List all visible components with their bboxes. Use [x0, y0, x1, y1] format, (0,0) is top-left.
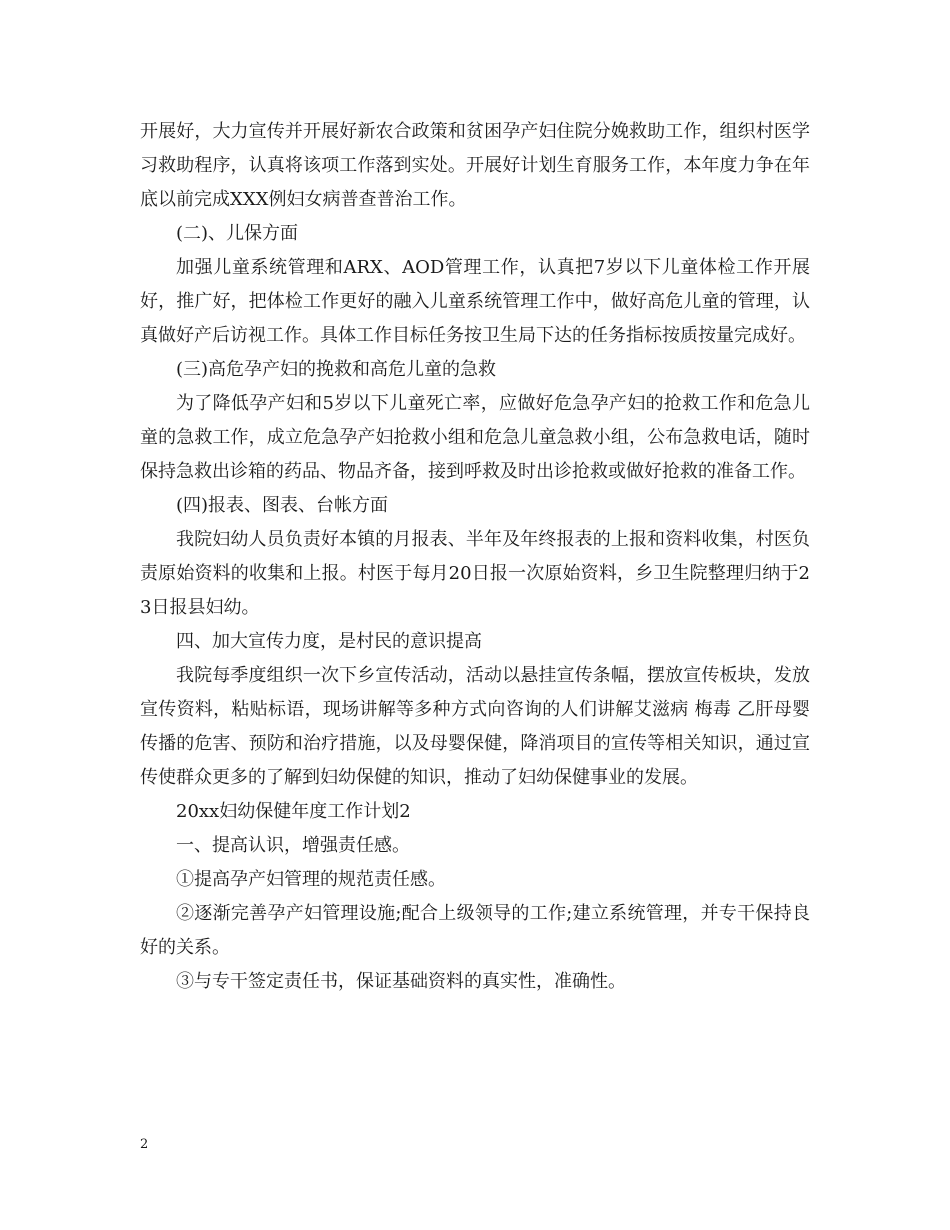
document-body [140, 115, 810, 999]
list-item: ①提高孕产妇管理的规范责任感。 [176, 869, 446, 890]
document-title: 20xx妇幼保健年度工作计划2 [176, 801, 411, 822]
section-heading: (四)报表、图表、台帐方面 [176, 495, 389, 516]
page-number: 2 [140, 1137, 149, 1152]
section-heading: (三)高危孕产妇的挽救和高危儿童的急救 [176, 359, 497, 380]
paragraph: 我院妇幼人员负责好本镇的月报表、半年及年终报表的上报和资料收集，村医负责原始资料的收集和上报。村医于每月20日报一次原始资料，乡卫生院整理归纳于23日报县妇幼。 [140, 529, 810, 618]
section-heading: 一、提高认识，增强责任感。 [176, 835, 410, 856]
list-item: ③与专干签定责任书，保证基础资料的真实性，准确性。 [176, 971, 626, 992]
paragraph: 加强儿童系统管理和ARX、AOD管理工作，认真把7岁以下儿童体检工作开展好，推广好，把体检工作更好的融入儿童系统管理工作中，做好高危儿童的管理，认真做好产后访视工作。具体工作目标任务按卫生局下达的任务指标按质按量完成好。 [140, 257, 810, 346]
paragraph: 为了降低孕产妇和5岁以下儿童死亡率，应做好危急孕产妇的抢救工作和危急儿童的急救工作，成立危急孕产妇抢救小组和危急儿童急救小组，公布急救电话，随时保持急救出诊箱的药品、物品齐备，接到呼救及时出诊抢救或做好抢救的准备工作。 [140, 393, 810, 482]
list-item: ②逐渐完善孕产妇管理设施;配合上级领导的工作;建立系统管理，并专干保持良好的关系。 [140, 903, 810, 958]
section-heading: 四、加大宣传力度，是村民的意识提高 [176, 631, 482, 652]
section-heading: (二)、儿保方面 [176, 223, 299, 244]
paragraph: 我院每季度组织一次下乡宣传活动，活动以悬挂宣传条幅，摆放宣传板块，发放宣传资料，粘贴标语，现场讲解等多种方式向咨询的人们讲解艾滋病 梅毒 乙肝母婴传播的危害、预防和治疗措施，以及母婴保健，降消项目的宣传等相关知识，通过宣传使群众更多的了解到妇幼保健的知识，推动了妇幼保健事业的发展。 [140, 665, 810, 788]
paragraph: 开展好，大力宣传并开展好新农合政策和贫困孕产妇住院分娩救助工作，组织村医学习救助程序，认真将该项工作落到实处。开展好计划生育服务工作，本年度力争在年底以前完成XXX例妇女病普查普治工作。 [140, 121, 810, 210]
